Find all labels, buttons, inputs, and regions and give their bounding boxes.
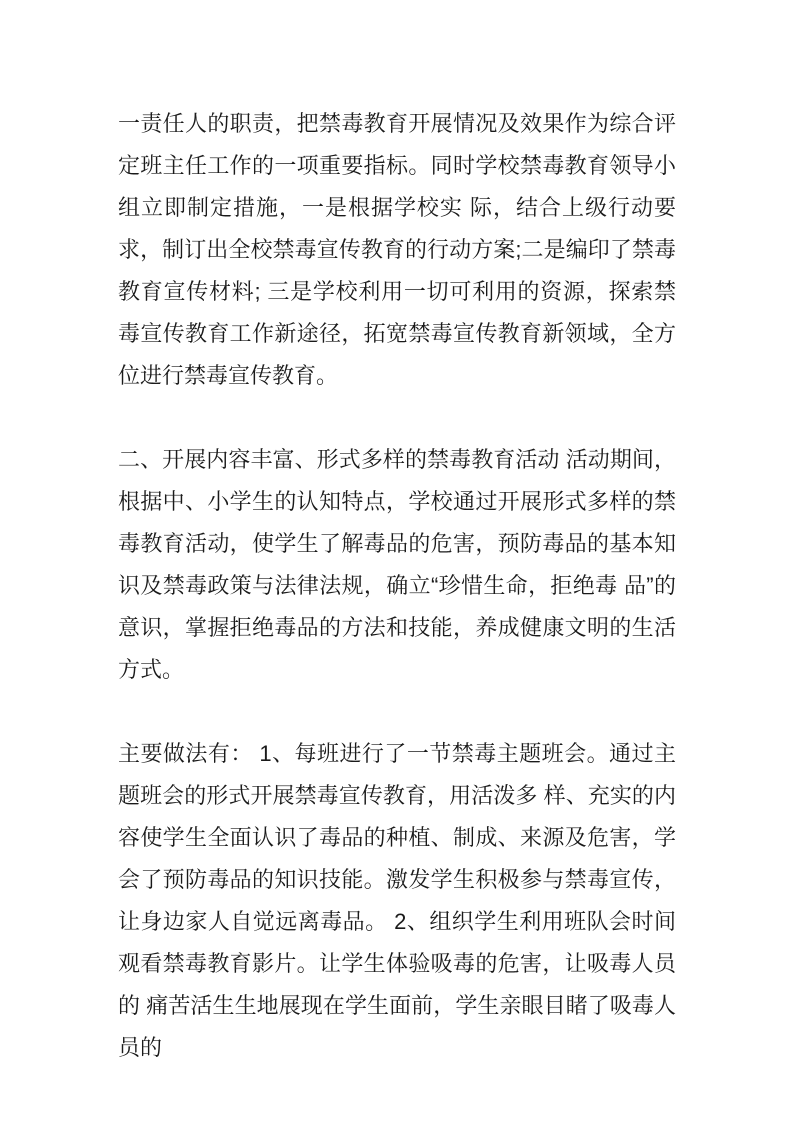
paragraph-3: 主要做法有： 1、每班进行了一节禁毒主题班会。通过主题班会的形式开展禁毒宣传教育，用活泼多 样、充实的内容使学生全面认识了毒品的种植、制成、来源及危害，学会了预防毒品的知识技能。激发学生积极参与禁毒宣传，让身边家人自觉远离毒品。 2、组织学生利用班队会时间观看禁毒教育影片。让学生体验吸毒的危害，让吸毒人员的 痛苦活生生地展现在学生面前，学生亲眼目睹了吸毒人员的 bbox=[118, 741, 676, 1060]
paragraph-2: 二、开展内容丰富、形式多样的禁毒教育活动 活动期间，根据中、小学生的认知特点，学校通过开展形式多样的禁毒教育活动，使学生了解毒品的危害，预防毒品的基本知识及禁毒政策与法律法规，确立“珍惜生命，拒绝毒 品”的意识，掌握拒绝毒品的方法和技能，养成健康文明的生活方式。 bbox=[118, 447, 676, 682]
paragraph-1: 一责任人的职责，把禁毒教育开展情况及效果作为综合评定班主任工作的一项重要指标。同时学校禁毒教育领导小组立即制定措施，一是根据学校实 际，结合上级行动要求，制订出全校禁毒宣传教育的行动方案;二是编印了禁毒教育宣传材料; 三是学校利用一切可利用的资源，探索禁毒宣传教育工作新途径，拓宽禁毒宣传教育新领域，全方位进行禁毒宣传教育。 bbox=[118, 111, 676, 388]
document-text-block bbox=[118, 103, 676, 1069]
